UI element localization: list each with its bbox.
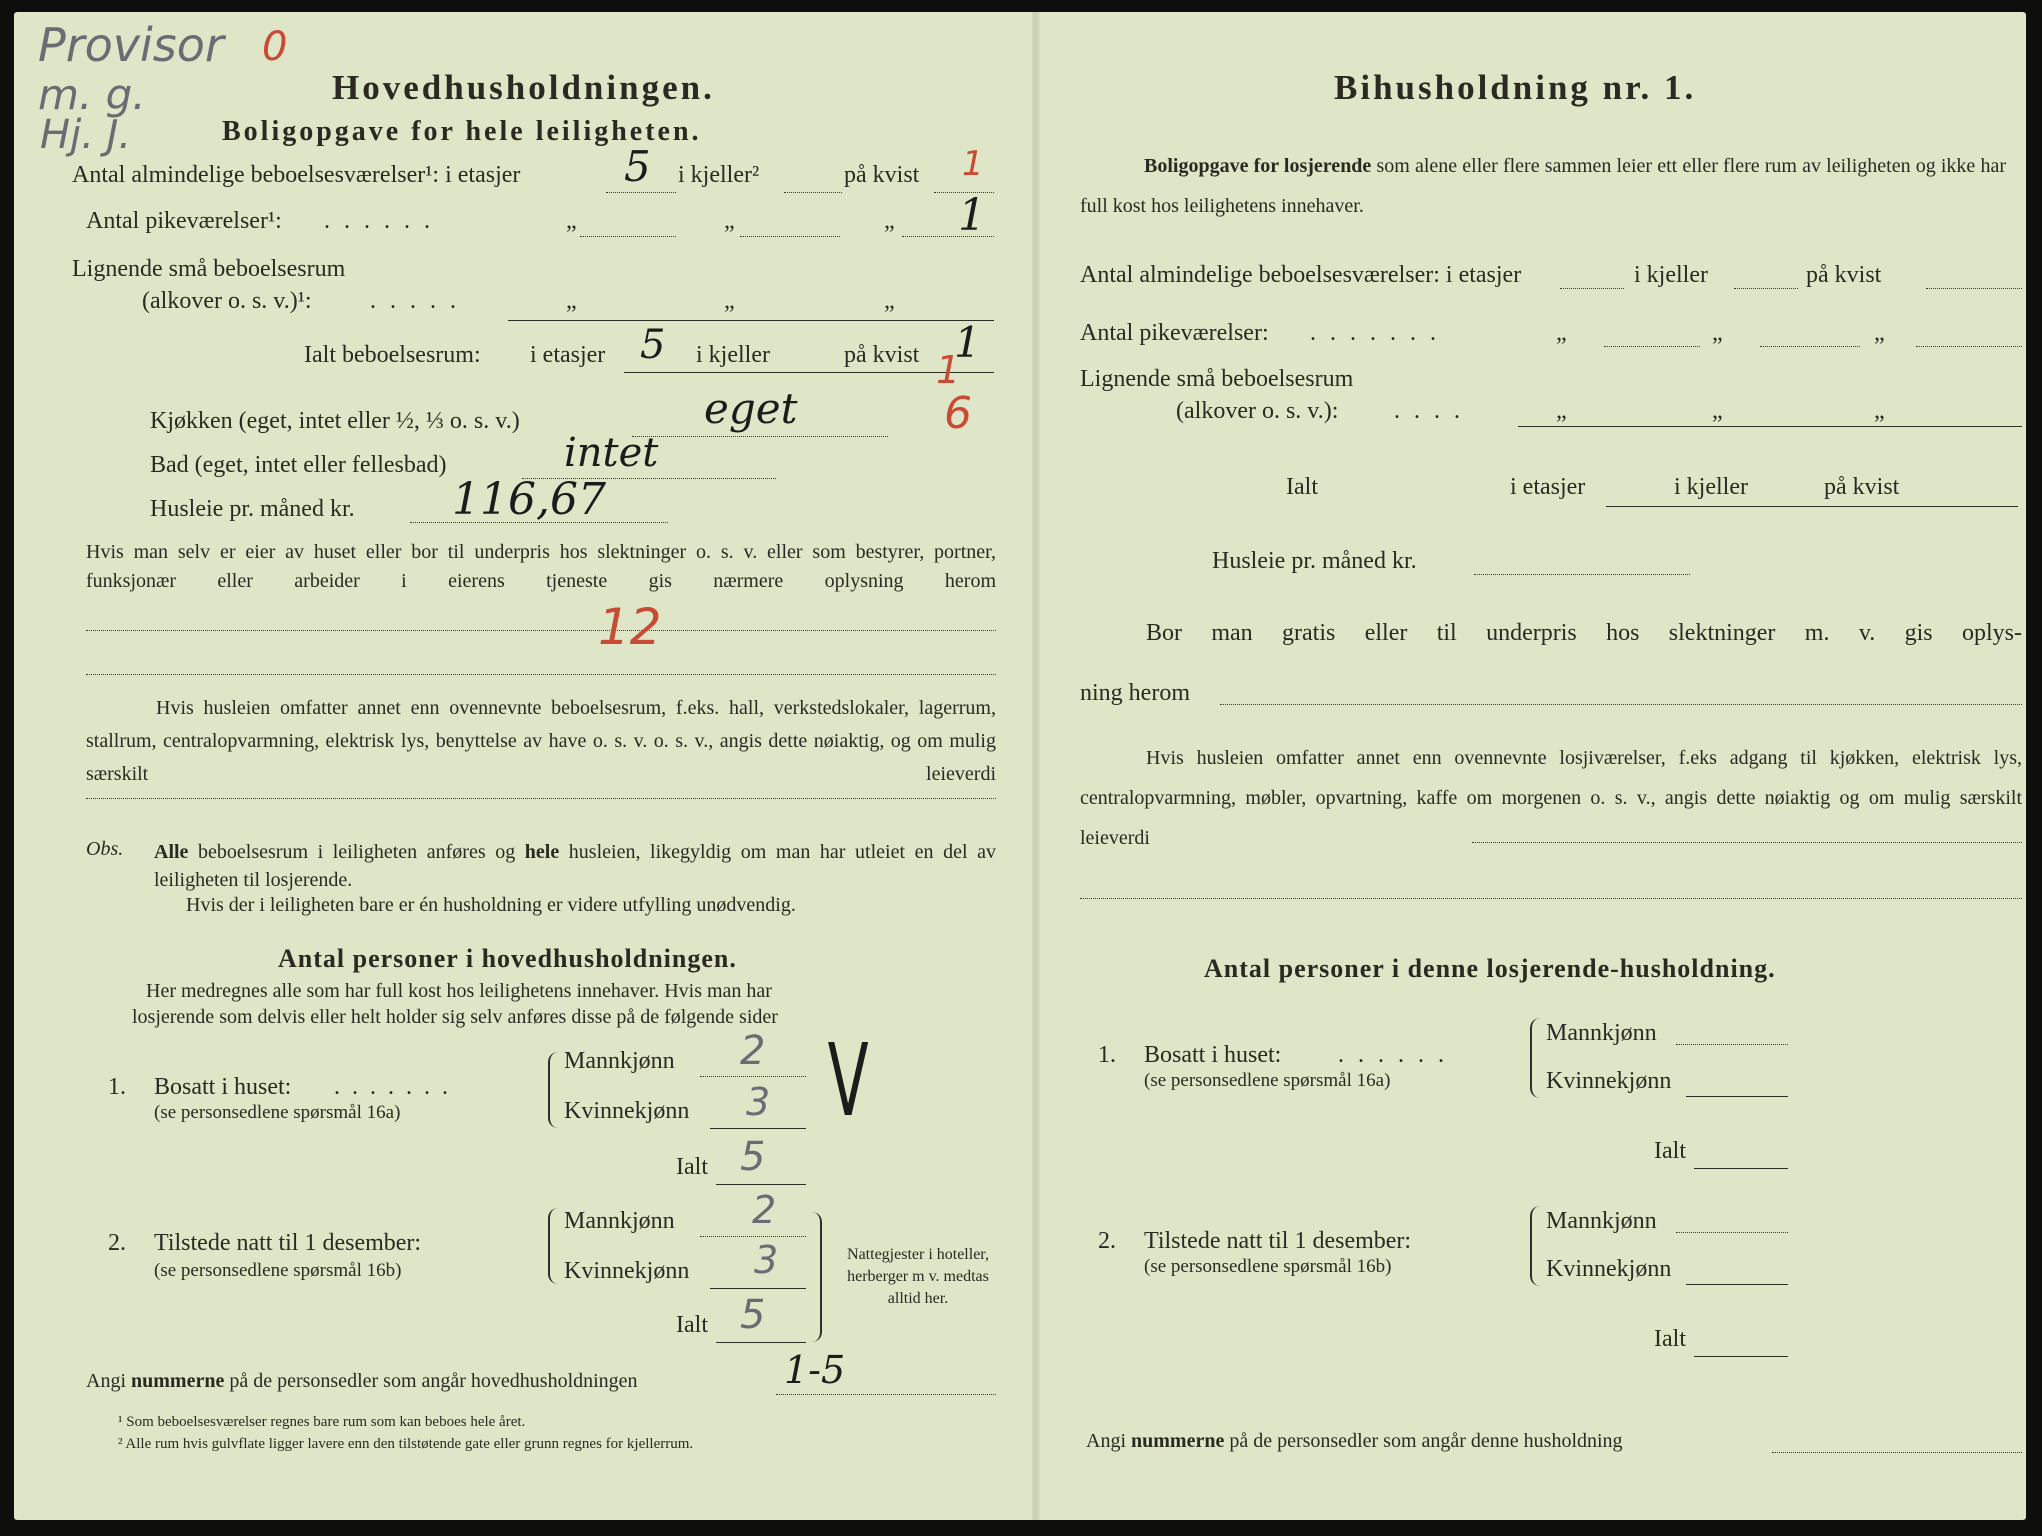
r-total-etasjer-label: i etasjer bbox=[1510, 474, 1586, 500]
alkove-ditto-1: „ bbox=[566, 288, 577, 314]
r-q1-female-line bbox=[1686, 1096, 1788, 1097]
q1-female-line bbox=[710, 1128, 806, 1129]
total-rooms-label: Ialt beboelsesrum: bbox=[304, 342, 481, 368]
red-mark-12: 12 bbox=[598, 598, 662, 656]
q2-brace bbox=[548, 1208, 560, 1284]
owner-line-2 bbox=[86, 674, 996, 675]
q1-label: Bosatt i huset: bbox=[154, 1074, 292, 1100]
sub-title: Bihusholdning nr. 1. bbox=[1334, 68, 1697, 107]
footnote-1: ¹ Som beboelsesværelser regnes bare rum som kan beboes hele året. bbox=[118, 1414, 526, 1430]
right-page-sub-household bbox=[1044, 12, 2026, 1520]
r-q2-sub: (se personsedlene spørsmål 16b) bbox=[1144, 1256, 1392, 1277]
numbers-value[interactable]: 1-5 bbox=[784, 1348, 846, 1392]
extra-line bbox=[86, 798, 996, 799]
r-rooms-line1-label: Antal almindelige beboelsesværelser: i etasjer bbox=[1080, 262, 1522, 288]
alkove-label-b: (alkover o. s. v.)¹: bbox=[142, 288, 312, 314]
q2-male-value[interactable]: 2 bbox=[752, 1188, 777, 1232]
q2-right-brace bbox=[810, 1212, 822, 1342]
q2-female-line bbox=[710, 1288, 806, 1289]
night-guest-note: Nattegjester i hoteller, herberger m v. medtas alltid her. bbox=[847, 1246, 989, 1307]
total-etasjer-value[interactable]: 5 bbox=[640, 322, 666, 368]
r-kjeller-line bbox=[1734, 288, 1798, 289]
q2-sub: (se personsedlene spørsmål 16b) bbox=[154, 1260, 402, 1281]
q1-male-line bbox=[700, 1076, 806, 1077]
alkove-ditto-3: „ bbox=[884, 288, 895, 314]
r-pike-etasjer-line bbox=[1604, 346, 1700, 347]
q2-male-line bbox=[700, 1236, 806, 1237]
r-pike-label: Antal pikeværelser: bbox=[1080, 320, 1269, 346]
q2-total-line bbox=[716, 1342, 806, 1343]
r-numbers-label-c: på de personsedler som angår denne husholdning bbox=[1224, 1430, 1623, 1452]
margin-note-3: Hj. J. bbox=[40, 112, 132, 158]
r-total-kjeller-label: i kjeller bbox=[1674, 474, 1748, 500]
r-q1-dots: ...... bbox=[1338, 1042, 1458, 1068]
q1-number: 1. bbox=[108, 1074, 126, 1100]
q2-total-value[interactable]: 5 bbox=[740, 1292, 766, 1338]
numbers-field-line bbox=[776, 1394, 996, 1395]
r-q2-male-label: Mannkjønn bbox=[1546, 1208, 1657, 1234]
r-q2-male-line bbox=[1676, 1232, 1788, 1233]
r-extra-text: Hvis husleien omfatter annet enn ovennevnte losjiværelser, f.eks adgang til kjøkken, elektrisk lys, centralopvarmning, møbler, opvartning, kaffe om morgenen o. s. v., angis dette nøiaktig og om mulig særskilt leieverdi bbox=[1080, 747, 2022, 849]
pike-kjeller-line bbox=[740, 236, 840, 237]
page-fold bbox=[1032, 12, 1040, 1520]
q1-total-label: Ialt bbox=[676, 1154, 708, 1180]
r-q2-female-label: Kvinnekjønn bbox=[1546, 1256, 1672, 1282]
check-mark: V bbox=[827, 1022, 869, 1139]
q1-total-value[interactable]: 5 bbox=[740, 1134, 766, 1180]
r-pike-kvist-line bbox=[1916, 346, 2022, 347]
r-rent-label: Husleie pr. måned kr. bbox=[1212, 548, 1417, 574]
alkove-ditto-2: „ bbox=[724, 288, 735, 314]
q2-label: Tilstede natt til 1 desember: bbox=[154, 1230, 422, 1256]
total-kvist-value[interactable]: 1 bbox=[954, 318, 981, 367]
q1-brace bbox=[548, 1052, 560, 1128]
numbers-label-a: Angi bbox=[86, 1370, 131, 1392]
r-alkove-label-a: Lignende små beboelsesrum bbox=[1080, 366, 1354, 392]
r-free-text-a: Bor man gratis eller til underpris hos slektninger m. v. gis oplys- bbox=[1146, 620, 2022, 646]
obs-label: Obs. bbox=[86, 838, 124, 860]
r-q1-brace bbox=[1530, 1018, 1542, 1098]
r-extra-line-2 bbox=[1080, 898, 2022, 899]
margin-note-1: Provisor bbox=[38, 18, 224, 72]
pike-ditto-3: „ bbox=[884, 208, 895, 234]
numbers-label-c: på de personsedler som angår hovedhusholdningen bbox=[224, 1370, 638, 1392]
r-total-kvist-label: på kvist bbox=[1824, 474, 1900, 500]
footnote-2: ² Alle rum hvis gulvflate ligger lavere enn den tilstøtende gate eller grunn regnes for kjellerrum. bbox=[118, 1436, 694, 1452]
r-kvist-label: på kvist bbox=[1806, 262, 1882, 288]
r-q1-male-line bbox=[1676, 1044, 1788, 1045]
obs-text-b: beboelsesrum i leiligheten anføres og bbox=[188, 841, 525, 863]
persons-note-1: Her medregnes alle som har full kost hos leilighetens innehaver. Hvis man har bbox=[146, 980, 772, 1002]
r-kvist-line bbox=[1926, 288, 2022, 289]
r-q1-total-line bbox=[1694, 1168, 1788, 1169]
obs-text-d: husleien, likegyldig om man har utleiet en del av leiligheten til losjerende. bbox=[154, 841, 996, 891]
rent-value[interactable]: 116,67 bbox=[452, 474, 606, 525]
rent-label: Husleie pr. måned kr. bbox=[150, 496, 355, 522]
rooms-line1-label: Antal almindelige beboelsesværelser¹: i etasjer bbox=[72, 162, 521, 188]
owner-line-1 bbox=[86, 630, 996, 631]
q2-number: 2. bbox=[108, 1230, 126, 1256]
r-alkove-ditto-3: „ bbox=[1874, 398, 1885, 424]
r-q1-female-label: Kvinnekjønn bbox=[1546, 1068, 1672, 1094]
alkove-label-a: Lignende små beboelsesrum bbox=[72, 256, 346, 282]
pike-ditto-1: „ bbox=[566, 208, 577, 234]
persons-title: Antal personer i hovedhusholdningen. bbox=[278, 944, 737, 973]
r-persons-title: Antal personer i denne losjerende-husholdning. bbox=[1204, 954, 1776, 983]
intro-text bbox=[1080, 146, 2006, 226]
r-alkove-sum-rule bbox=[1518, 426, 2022, 427]
r-q1-sub: (se personsedlene spørsmål 16a) bbox=[1144, 1070, 1391, 1091]
r-alkove-ditto-1: „ bbox=[1556, 398, 1567, 424]
total-kjeller-label: i kjeller bbox=[696, 342, 770, 368]
page-subtitle: Boligopgave for hele leiligheten. bbox=[222, 116, 702, 147]
r-kjeller-label: i kjeller bbox=[1634, 262, 1708, 288]
extra-note: Hvis husleien omfatter annet enn ovennevnte beboelsesrum, f.eks. hall, verkstedslokaler, lagerrum, stallrum, centralopvarmning, elektrisk lys, benyttelse av have o. s. v. o. s. v., angis dette nøiaktig, og om mulig særskilt leieverdi bbox=[86, 697, 996, 785]
q1-male-value[interactable]: 2 bbox=[740, 1028, 766, 1074]
pike-label: Antal pikeværelser¹: bbox=[86, 208, 282, 234]
left-page-main-household bbox=[14, 12, 1026, 1520]
red-mark-1: 1 bbox=[936, 348, 961, 392]
kjeller-field-line bbox=[784, 192, 842, 193]
page-title: Hovedhusholdningen. bbox=[332, 68, 715, 107]
r-alkove-ditto-2: „ bbox=[1712, 398, 1723, 424]
census-form-sheet bbox=[14, 12, 2026, 1520]
r-numbers-line bbox=[1772, 1452, 2022, 1453]
etasjer-value[interactable]: 5 bbox=[624, 142, 651, 191]
persons-note-2: losjerende som delvis eller helt holder sig selv anføres disse på de følgende sider bbox=[132, 1006, 778, 1028]
bath-value[interactable]: intet bbox=[564, 430, 659, 476]
r-alkove-dots: .... bbox=[1394, 398, 1474, 424]
r-pike-ditto-1: „ bbox=[1556, 320, 1567, 346]
q1-dots: ....... bbox=[334, 1074, 460, 1100]
etasjer-field-line bbox=[606, 192, 676, 193]
q2-female-value[interactable]: 3 bbox=[754, 1238, 779, 1282]
r-q2-label: Tilstede natt til 1 desember: bbox=[1144, 1228, 1412, 1254]
kjeller-label: i kjeller² bbox=[678, 162, 760, 188]
intro-rest: som alene eller flere sammen leier ett eller flere rum av leiligheten og ikke har full kost hos leilighetens innehaver. bbox=[1080, 155, 2006, 217]
r-numbers-label bbox=[1086, 1430, 1623, 1453]
alkove-dots: ..... bbox=[370, 288, 470, 314]
r-rent-line bbox=[1474, 574, 1690, 575]
kitchen-label: Kjøkken (eget, intet eller ½, ⅓ o. s. v.) bbox=[150, 408, 520, 434]
r-total-label: Ialt bbox=[1286, 474, 1318, 500]
kitchen-field-line bbox=[632, 436, 888, 437]
r-q2-number: 2. bbox=[1098, 1228, 1116, 1254]
r-q1-label: Bosatt i huset: bbox=[1144, 1042, 1282, 1068]
red-mark-6: 6 bbox=[944, 388, 972, 439]
obs-text bbox=[154, 838, 996, 894]
intro-bold: Boligopgave for losjerende bbox=[1144, 155, 1372, 177]
r-free-text-b: ning herom bbox=[1080, 680, 1190, 706]
total-etasjer-label: i etasjer bbox=[530, 342, 606, 368]
r-q1-male-label: Mannkjønn bbox=[1546, 1020, 1657, 1046]
r-pike-dots: ....... bbox=[1310, 320, 1450, 346]
owner-note: Hvis man selv er eier av huset eller bor til underpris hos slektninger o. s. v. eller som bestyrer, portner, funksjonær eller arbeider i eierens tjeneste gis nærmere oplysning herom bbox=[86, 541, 996, 592]
r-q1-total-label: Ialt bbox=[1654, 1138, 1686, 1164]
r-etasjer-line bbox=[1560, 288, 1624, 289]
kitchen-value[interactable]: eget bbox=[704, 384, 798, 433]
pike-dots: ...... bbox=[324, 208, 444, 234]
pike-ditto-2: „ bbox=[724, 208, 735, 234]
q1-female-label: Kvinnekjønn bbox=[564, 1098, 690, 1124]
kvist-value[interactable]: 1 bbox=[962, 144, 984, 184]
obs-bold-hele: hele bbox=[524, 841, 560, 863]
numbers-label bbox=[86, 1370, 638, 1393]
margin-zero: 0 bbox=[262, 24, 288, 70]
r-numbers-label-a: Angi bbox=[1086, 1430, 1131, 1452]
r-free-line bbox=[1220, 704, 2022, 705]
alkove-sum-rule bbox=[508, 320, 994, 321]
pike-etasjer-line bbox=[580, 236, 676, 237]
r-alkove-label-b: (alkover o. s. v.): bbox=[1176, 398, 1339, 424]
q1-female-value[interactable]: 3 bbox=[746, 1080, 771, 1124]
q1-sub: (se personsedlene spørsmål 16a) bbox=[154, 1102, 401, 1123]
r-q2-female-line bbox=[1686, 1284, 1788, 1285]
r-q1-number: 1. bbox=[1098, 1042, 1116, 1068]
q1-male-label: Mannkjønn bbox=[564, 1048, 675, 1074]
q2-female-label: Kvinnekjønn bbox=[564, 1258, 690, 1284]
r-q2-brace bbox=[1530, 1206, 1542, 1286]
q1-total-line bbox=[716, 1184, 806, 1185]
pike-kvist-value[interactable]: 1 bbox=[958, 190, 986, 241]
q2-total-label: Ialt bbox=[676, 1312, 708, 1338]
numbers-label-bold: nummerne bbox=[131, 1370, 225, 1392]
obs-text-single: Hvis der i leiligheten bare er én husholdning er videre utfylling unødvendig. bbox=[186, 894, 796, 916]
margin-note-2: m. g. bbox=[38, 70, 146, 119]
total-kvist-label: på kvist bbox=[844, 342, 920, 368]
obs-bold-alle: Alle bbox=[154, 841, 189, 863]
r-numbers-label-bold: nummerne bbox=[1131, 1430, 1225, 1452]
q2-male-label: Mannkjønn bbox=[564, 1208, 675, 1234]
r-q2-total-label: Ialt bbox=[1654, 1326, 1686, 1352]
kvist-label: på kvist bbox=[844, 162, 920, 188]
r-pike-ditto-3: „ bbox=[1874, 320, 1885, 346]
bath-label: Bad (eget, intet eller fellesbad) bbox=[150, 452, 447, 478]
r-total-rule bbox=[1606, 506, 2018, 507]
r-pike-ditto-2: „ bbox=[1712, 320, 1723, 346]
r-extra-line-1 bbox=[1472, 842, 2022, 843]
r-pike-kjeller-line bbox=[1760, 346, 1860, 347]
r-q2-total-line bbox=[1694, 1356, 1788, 1357]
